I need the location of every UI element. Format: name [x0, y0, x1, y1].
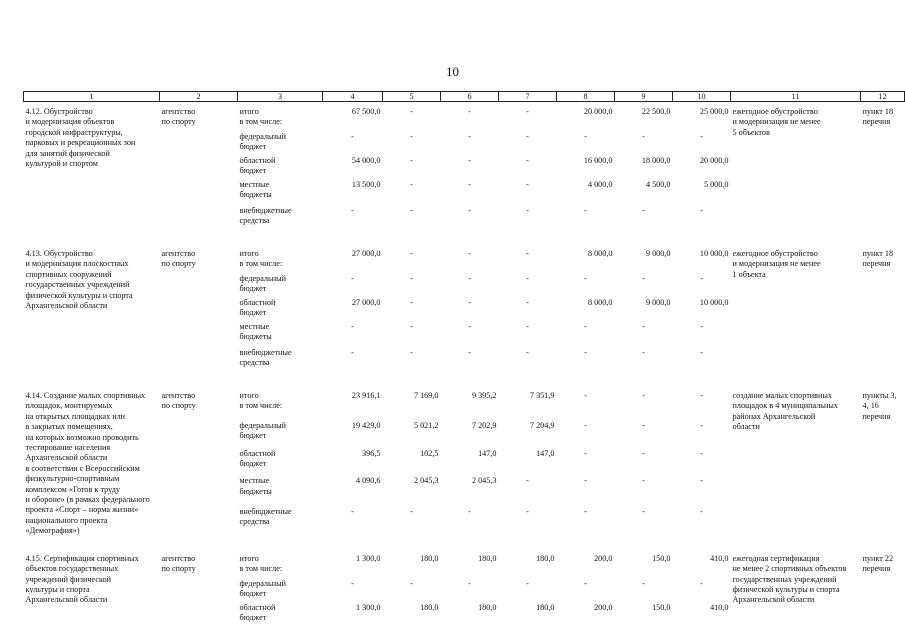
funding-value: - [410, 348, 413, 357]
separator-cell [24, 232, 905, 244]
measure-name: 4.15. Сертификация спортивных объектов государственных учреждений физической культуры и спорта Архангельской области [25, 553, 139, 605]
funding-value: - [410, 274, 413, 283]
funding-value: - [410, 206, 413, 215]
measure-name: 4.12. Обустройство и модернизация объектов городской инфраструктуры, парковых и рекреационных зон для занятий физической культурой и спортом [25, 107, 136, 169]
funding-value: - [700, 132, 703, 141]
funding-value: - [700, 448, 703, 458]
funding-source: местные бюджеты [239, 476, 272, 496]
funding-value: 4 500,0 [645, 180, 671, 189]
column-number: 1 [24, 92, 160, 102]
item-separator [24, 537, 905, 549]
funding-value: - [642, 322, 645, 331]
funding-value: - [584, 274, 587, 283]
funding-value: - [351, 132, 354, 141]
funding-value: 396,5 [362, 448, 381, 458]
program-table [23, 91, 905, 627]
funding-value: - [351, 274, 354, 283]
funding-source: федеральный бюджет [239, 420, 287, 441]
funding-value: - [410, 180, 413, 189]
funding-value: - [584, 322, 587, 331]
funding-value: 410,0 [710, 553, 729, 563]
funding-value: - [700, 274, 703, 283]
funding-value: - [410, 249, 413, 258]
funding-source: итого в том числе: [239, 107, 283, 127]
funding-value: - [351, 348, 354, 357]
funding-value: - [584, 206, 587, 215]
funding-value: - [468, 107, 471, 116]
funding-value: - [642, 206, 645, 215]
funding-value: - [526, 249, 529, 258]
item-separator [24, 374, 905, 386]
funding-value: 27 000,0 [351, 249, 381, 258]
funding-source: итого в том числе: [239, 249, 283, 269]
responsible-agency: агентство по спорту [161, 553, 196, 574]
funding-value: 180,0 [478, 602, 497, 612]
table-row [24, 102, 905, 133]
funding-value: 10 000,0 [699, 249, 729, 258]
funding-value: 180,0 [420, 602, 439, 612]
funding-value: - [642, 274, 645, 283]
funding-value: 2 045,3 [471, 476, 497, 486]
column-number: 10 [673, 92, 731, 102]
funding-value: - [642, 420, 645, 430]
separator-cell [24, 537, 905, 549]
funding-source: внебюджетные средства [239, 206, 292, 226]
funding-value: 4 090,6 [355, 476, 381, 486]
column-number: 7 [499, 92, 557, 102]
funding-source: областной бюджет [239, 448, 276, 468]
funding-value: 200,0 [594, 602, 613, 612]
funding-value: 147,0 [536, 448, 555, 458]
column-number: 6 [441, 92, 499, 102]
funding-value: - [584, 448, 587, 458]
funding-value: - [642, 391, 645, 400]
funding-value: 23 916,1 [351, 391, 381, 400]
funding-value: 25 000,0 [699, 107, 729, 116]
funding-value: - [584, 132, 587, 141]
funding-value: - [468, 206, 471, 215]
funding-value: 8 000,0 [587, 249, 613, 258]
funding-value: - [526, 298, 529, 307]
funding-source: федеральный бюджет [239, 578, 287, 599]
funding-value: 9 000,0 [645, 298, 671, 307]
funding-value: 13 500,0 [351, 180, 381, 189]
column-number: 3 [238, 92, 323, 102]
column-number: 2 [160, 92, 238, 102]
funding-value: - [526, 180, 529, 189]
funding-value: - [468, 506, 471, 516]
funding-value: - [700, 206, 703, 215]
page-number: 10 [446, 64, 459, 79]
funding-value: - [584, 420, 587, 430]
funding-value: 150,0 [652, 602, 671, 612]
funding-value: 19 429,0 [351, 420, 381, 430]
funding-value: 67 500,0 [351, 107, 381, 116]
funding-value: 18 000,0 [641, 156, 671, 165]
funding-value: - [526, 322, 529, 331]
funding-value: - [526, 578, 529, 588]
funding-value: 10 000,0 [699, 298, 729, 307]
column-number-row [24, 92, 905, 102]
funding-value: 16 000,0 [583, 156, 613, 165]
funding-value: - [700, 391, 703, 400]
funding-source: местные бюджеты [239, 180, 272, 200]
column-number: 8 [557, 92, 615, 102]
funding-source: итого в том числе: [239, 391, 283, 411]
funding-source: федеральный бюджет [239, 274, 287, 294]
funding-value: - [584, 476, 587, 486]
funding-value: - [526, 206, 529, 215]
funding-value: - [700, 420, 703, 430]
funding-value: 7 169,0 [413, 391, 439, 400]
funding-value: 20 000,0 [699, 156, 729, 165]
funding-value: - [642, 132, 645, 141]
funding-source: областной бюджет [239, 156, 276, 176]
funding-value: 180,0 [420, 553, 439, 563]
funding-value: - [526, 274, 529, 283]
responsible-agency: агентство по спорту [161, 107, 196, 127]
funding-value: - [468, 322, 471, 331]
table-row [24, 386, 905, 421]
funding-value: - [526, 132, 529, 141]
funding-value: - [526, 476, 529, 486]
funding-value: 102,5 [420, 448, 439, 458]
funding-value: - [410, 578, 413, 588]
funding-value: - [642, 506, 645, 516]
expected-result: ежегодное обустройство и модернизация не менее 1 объекта [732, 249, 821, 279]
funding-value: - [642, 578, 645, 588]
funding-source: итого в том числе: [239, 553, 283, 574]
list-reference: пункты 3, 4, 16 перечня [862, 391, 897, 421]
funding-value: - [351, 506, 354, 516]
funding-value: 200,0 [594, 553, 613, 563]
expected-result: создание малых спортивных площадок в 4 муниципальных районах Архангельской области [732, 391, 839, 432]
funding-value: 7 202,9 [471, 420, 497, 430]
column-number: 9 [615, 92, 673, 102]
funding-value: - [468, 132, 471, 141]
expected-result: ежегодная сертификация не менее 2 спортивных объектов государственных учреждений физической культуры и спорта Архангельской области [732, 553, 847, 605]
list-reference: пункт 22 перечня [862, 553, 894, 574]
funding-value: - [700, 476, 703, 486]
funding-value: - [410, 298, 413, 307]
funding-value: - [700, 348, 703, 357]
funding-value: 9 000,0 [645, 249, 671, 258]
funding-value: - [351, 206, 354, 215]
funding-source: областной бюджет [239, 602, 276, 623]
funding-value: - [468, 249, 471, 258]
funding-value: 180,0 [536, 553, 555, 563]
funding-value: 5 000,0 [703, 180, 729, 189]
funding-value: - [584, 391, 587, 400]
funding-value: - [410, 156, 413, 165]
funding-value: 4 000,0 [587, 180, 613, 189]
responsible-agency: агентство по спорту [161, 249, 196, 269]
funding-value: 147,0 [478, 448, 497, 458]
funding-value: 180,0 [478, 553, 497, 563]
funding-value: - [468, 298, 471, 307]
column-number: 12 [861, 92, 905, 102]
funding-value: 7 351,9 [529, 391, 555, 400]
item-separator [24, 232, 905, 244]
funding-value: 180,0 [536, 602, 555, 612]
funding-value: - [468, 274, 471, 283]
funding-value: - [351, 322, 354, 331]
funding-value: - [468, 348, 471, 357]
funding-value: - [642, 476, 645, 486]
expected-result: ежегодное обустройство и модернизация не менее 5 объектов [732, 107, 821, 137]
funding-source: областной бюджет [239, 298, 276, 318]
funding-value: - [410, 506, 413, 516]
funding-value: - [526, 156, 529, 165]
column-number: 5 [383, 92, 441, 102]
funding-value: - [642, 348, 645, 357]
funding-value: - [642, 448, 645, 458]
funding-source: местные бюджеты [239, 322, 272, 342]
funding-value: - [468, 156, 471, 165]
funding-source: внебюджетные средства [239, 506, 292, 526]
funding-source: федеральный бюджет [239, 132, 287, 152]
funding-value: 20 000,0 [583, 107, 613, 116]
funding-value: - [468, 578, 471, 588]
funding-value: 22 500,0 [641, 107, 671, 116]
program-body [24, 102, 905, 627]
measure-name: 4.13. Обустройство и модернизация плоскостных спортивных сооружений государственных учреждений физической культуры и спорта Архангельской области [25, 249, 133, 311]
funding-value: - [526, 107, 529, 116]
list-reference: пункт 18 перечня [862, 249, 894, 269]
funding-value: - [351, 578, 354, 588]
funding-value: 410,0 [710, 602, 729, 612]
column-number: 11 [731, 92, 861, 102]
funding-value: 1 300,0 [355, 553, 381, 563]
funding-source: внебюджетные средства [239, 348, 292, 368]
funding-value: - [584, 578, 587, 588]
funding-value: - [700, 322, 703, 331]
funding-value: - [468, 180, 471, 189]
funding-value: - [410, 322, 413, 331]
measure-name: 4.14. Создание малых спортивных площадок, монтируемых на открытых площадках или в закрытых помещениях, на которых возможно проводить тестирование населения Архангельской области в соответствии с Всероссийским физкультурно-спортивным комплексом «Готов к труду и обороне» (в рамках федерального проекта «Спорт – норма жизни» национального проекта «Демография») [25, 391, 150, 536]
funding-value: - [526, 348, 529, 357]
funding-value: 5 021,2 [413, 420, 439, 430]
funding-value: 7 204,9 [529, 420, 555, 430]
funding-value: 9 395,2 [471, 391, 497, 400]
funding-value: - [584, 506, 587, 516]
separator-cell [24, 374, 905, 386]
table-row [24, 244, 905, 274]
funding-value: 2 045,3 [413, 476, 439, 486]
funding-value: 1 300,0 [355, 602, 381, 612]
column-number: 4 [323, 92, 383, 102]
responsible-agency: агентство по спорту [161, 391, 196, 411]
funding-value: 150,0 [652, 553, 671, 563]
funding-value: 8 000,0 [587, 298, 613, 307]
funding-value: - [700, 506, 703, 516]
funding-value: 54 000,0 [351, 156, 381, 165]
funding-value: 27 000,0 [351, 298, 381, 307]
funding-value: - [410, 107, 413, 116]
funding-value: - [526, 506, 529, 516]
funding-value: - [584, 348, 587, 357]
funding-value: - [410, 132, 413, 141]
table-row [24, 549, 905, 579]
list-reference: пункт 18 перечня [862, 107, 894, 127]
funding-value: - [700, 578, 703, 588]
